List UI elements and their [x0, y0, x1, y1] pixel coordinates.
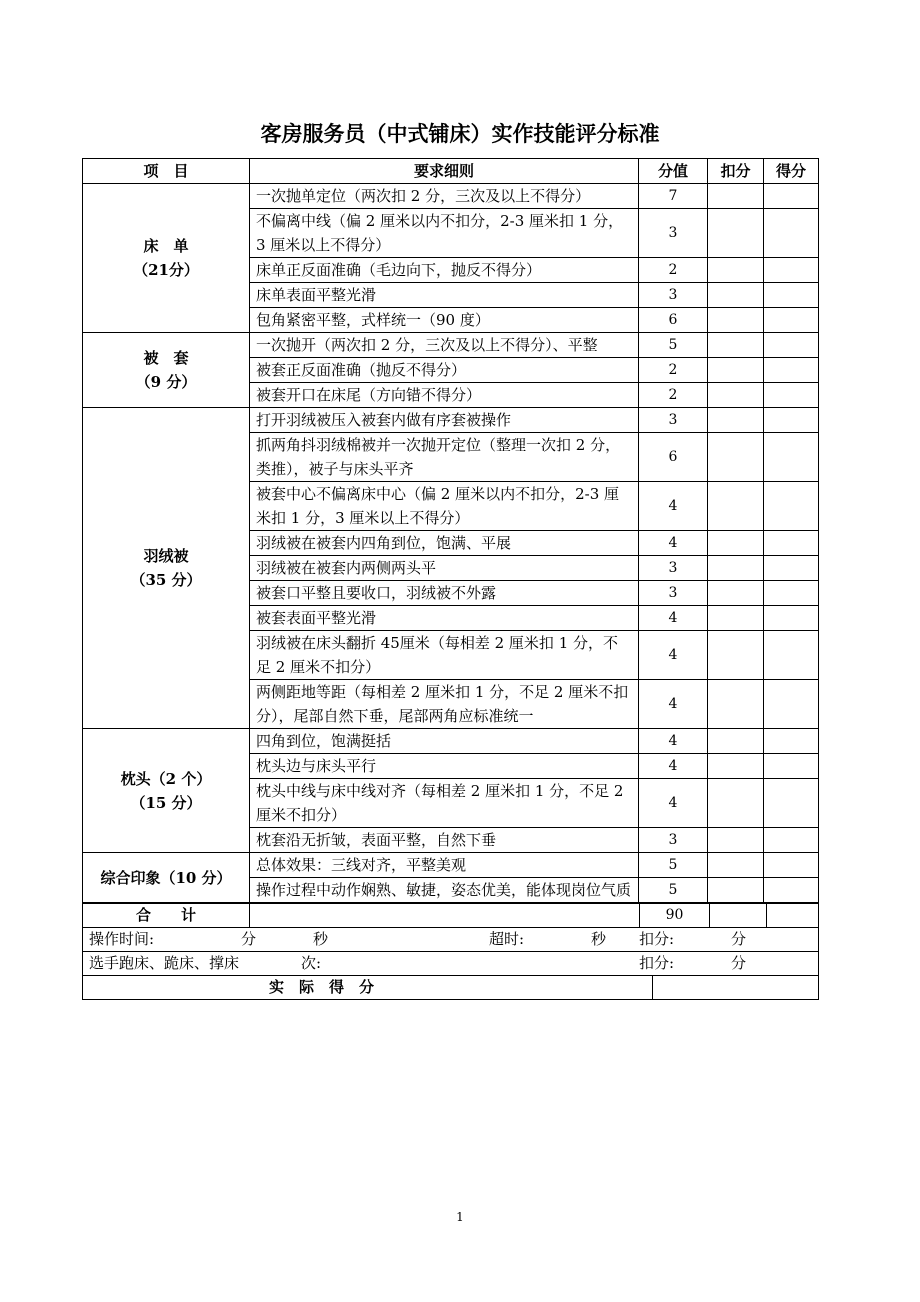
score-table: [82, 158, 819, 903]
header-deduct: 扣分: [708, 159, 764, 184]
times-label: 次:: [301, 954, 322, 972]
score-value-cell: 5: [639, 878, 708, 903]
got-cell[interactable]: [764, 754, 819, 779]
deduct-cell[interactable]: [708, 556, 764, 581]
score-value-cell: 4: [639, 729, 708, 754]
score-value-cell: 2: [639, 258, 708, 283]
got-cell[interactable]: [764, 408, 819, 433]
requirement-cell: 枕头中线与床中线对齐（每相差 2 厘米扣 1 分，不足 2 厘米不扣分）: [250, 779, 639, 828]
table-row: [83, 333, 819, 358]
got-cell[interactable]: [764, 258, 819, 283]
deduct-cell[interactable]: [708, 878, 764, 903]
got-cell[interactable]: [764, 729, 819, 754]
header-got: 得分: [764, 159, 819, 184]
score-value-cell: 4: [639, 779, 708, 828]
deduct-cell[interactable]: [708, 408, 764, 433]
deduct-cell[interactable]: [708, 433, 764, 482]
actual-score-row: [83, 976, 819, 1000]
total-value: 90: [640, 904, 710, 927]
deduct-cell[interactable]: [708, 853, 764, 878]
op-time-label: 操作时间:: [89, 930, 155, 948]
deduct-cell[interactable]: [708, 606, 764, 631]
score-value-cell: 6: [639, 308, 708, 333]
deduct-cell[interactable]: [708, 209, 764, 258]
deduct-label-1: 扣分:: [639, 930, 675, 948]
deduct-cell[interactable]: [708, 754, 764, 779]
requirement-cell: 包角紧密平整，式样统一（90 度）: [250, 308, 639, 333]
score-value-cell: 2: [639, 358, 708, 383]
category-name: 综合印象（10 分）: [100, 868, 232, 887]
score-value-cell: 3: [639, 828, 708, 853]
deduct-cell[interactable]: [708, 631, 764, 680]
sec2-label: 秒: [591, 930, 607, 948]
category-name: 被 套: [143, 349, 189, 367]
requirement-cell: 操作过程中动作娴熟、敏捷，姿态优美，能体现岗位气质: [250, 878, 639, 903]
sec-label: 秒: [313, 930, 329, 948]
category-name: 羽绒被: [143, 547, 189, 565]
total-label: 合 计: [83, 904, 250, 927]
got-cell[interactable]: [764, 853, 819, 878]
requirement-cell: 一次抛单定位（两次扣 2 分，三次及以上不得分）: [250, 184, 639, 209]
requirement-cell: 床单表面平整光滑: [250, 283, 639, 308]
got-cell[interactable]: [764, 358, 819, 383]
score-value-cell: 3: [639, 283, 708, 308]
requirement-cell: 枕套沿无折皱，表面平整，自然下垂: [250, 828, 639, 853]
overtime-label: 超时:: [489, 930, 525, 948]
got-cell[interactable]: [764, 383, 819, 408]
deduct-cell[interactable]: [708, 531, 764, 556]
got-cell[interactable]: [764, 482, 819, 531]
deduct-cell[interactable]: [708, 828, 764, 853]
run-label: 选手跑床、跪床、撑床: [89, 954, 240, 972]
deduct-cell[interactable]: [708, 383, 764, 408]
header-score: 分值: [639, 159, 708, 184]
deduct-cell[interactable]: [708, 482, 764, 531]
category-cell: [83, 408, 250, 729]
score-value-cell: 4: [639, 680, 708, 729]
score-value-cell: 7: [639, 184, 708, 209]
table-row: [83, 853, 819, 878]
deduct-cell[interactable]: [708, 283, 764, 308]
requirement-cell: 被套中心不偏离床中心（偏 2 厘米以内不扣分，2-3 厘米扣 1 分，3 厘米以上不得分）: [250, 482, 639, 531]
got-cell[interactable]: [764, 531, 819, 556]
requirement-cell: 四角到位，饱满挺括: [250, 729, 639, 754]
requirement-cell: 被套正反面准确（抛反不得分）: [250, 358, 639, 383]
got-cell[interactable]: [764, 433, 819, 482]
category-name: 床 单: [143, 237, 189, 255]
requirement-cell: 床单正反面准确（毛边向下，抛反不得分）: [250, 258, 639, 283]
score-value-cell: 6: [639, 433, 708, 482]
requirement-cell: 被套表面平整光滑: [250, 606, 639, 631]
got-cell[interactable]: [764, 283, 819, 308]
category-name: 枕头（2 个）: [120, 769, 212, 788]
got-cell[interactable]: [764, 556, 819, 581]
category-points: （9 分）: [135, 373, 197, 391]
score-value-cell: 5: [639, 333, 708, 358]
got-cell[interactable]: [764, 606, 819, 631]
category-cell: [83, 184, 250, 333]
table-row: [83, 729, 819, 754]
table-header: [83, 159, 819, 184]
requirement-cell: 两侧距地等距（每相差 2 厘米扣 1 分，不足 2 厘米不扣分），尾部自然下垂，尾部两角应标准统一: [250, 680, 639, 729]
table-row: [83, 408, 819, 433]
score-value-cell: 3: [639, 408, 708, 433]
violation-row: [83, 952, 819, 976]
got-cell[interactable]: [764, 680, 819, 729]
score-value-cell: 4: [639, 482, 708, 531]
got-cell[interactable]: [764, 828, 819, 853]
requirement-cell: 枕头边与床头平行: [250, 754, 639, 779]
score-value-cell: 4: [639, 631, 708, 680]
requirement-cell: 总体效果：三线对齐，平整美观: [250, 853, 639, 878]
fen-label-1: 分: [731, 930, 747, 948]
deduct-cell[interactable]: [708, 258, 764, 283]
got-cell[interactable]: [764, 209, 819, 258]
table-row: [83, 184, 819, 209]
deduct-cell[interactable]: [708, 680, 764, 729]
got-cell[interactable]: [764, 308, 819, 333]
deduct-cell[interactable]: [708, 358, 764, 383]
got-cell[interactable]: [764, 631, 819, 680]
deduct-label-2: 扣分:: [639, 954, 675, 972]
category-points: （21分）: [133, 261, 199, 279]
score-value-cell: 2: [639, 383, 708, 408]
deduct-cell[interactable]: [708, 581, 764, 606]
min-label: 分: [241, 930, 257, 948]
category-points: （15 分）: [130, 793, 202, 812]
requirement-cell: 羽绒被在床头翻折 45厘米（每相差 2 厘米扣 1 分，不足 2 厘米不扣分）: [250, 631, 639, 680]
requirement-cell: 被套开口在床尾（方向错不得分）: [250, 383, 639, 408]
fen-label-2: 分: [731, 954, 747, 972]
requirement-cell: 不偏离中线（偏 2 厘米以内不扣分，2-3 厘米扣 1 分，3 厘米以上不得分）: [250, 209, 639, 258]
deduct-cell[interactable]: [708, 308, 764, 333]
requirement-cell: 被套口平整且要收口，羽绒被不外露: [250, 581, 639, 606]
score-value-cell: 3: [639, 556, 708, 581]
actual-score-label: 实 际 得 分: [83, 976, 653, 1000]
page-number: 1: [456, 1210, 464, 1224]
requirement-cell: 羽绒被在被套内两侧两头平: [250, 556, 639, 581]
deduct-cell[interactable]: [708, 184, 764, 209]
requirement-cell: 一次抛开（两次扣 2 分，三次及以上不得分）、平整: [250, 333, 639, 358]
got-cell[interactable]: [764, 779, 819, 828]
score-value-cell: 3: [639, 581, 708, 606]
requirement-cell: 打开羽绒被压入被套内做有序套被操作: [250, 408, 639, 433]
score-value-cell: 4: [639, 606, 708, 631]
category-cell: [83, 853, 250, 903]
requirement-cell: 羽绒被在被套内四角到位，饱满、平展: [250, 531, 639, 556]
got-cell[interactable]: [764, 581, 819, 606]
total-row: [83, 904, 819, 928]
got-cell[interactable]: [764, 878, 819, 903]
actual-score-cell[interactable]: [653, 976, 819, 1000]
category-points: （35 分）: [130, 571, 202, 589]
got-cell[interactable]: [764, 333, 819, 358]
deduct-cell[interactable]: [708, 779, 764, 828]
header-requirement: 要求细则: [250, 159, 639, 184]
category-cell: [83, 333, 250, 408]
score-value-cell: 5: [639, 853, 708, 878]
requirement-cell: 抓两角抖羽绒棉被并一次抛开定位（整理一次扣 2 分，类推），被子与床头平齐: [250, 433, 639, 482]
deduct-cell[interactable]: [708, 333, 764, 358]
score-value-cell: 4: [639, 531, 708, 556]
score-value-cell: 4: [639, 754, 708, 779]
time-row: [83, 928, 819, 952]
got-cell[interactable]: [764, 184, 819, 209]
score-value-cell: 3: [639, 209, 708, 258]
page-title: 客房服务员（中式铺床）实作技能评分标准: [260, 122, 660, 146]
deduct-cell[interactable]: [708, 729, 764, 754]
footer-table: [82, 903, 819, 1000]
category-cell: [83, 729, 250, 853]
header-item: 项 目: [83, 159, 250, 184]
